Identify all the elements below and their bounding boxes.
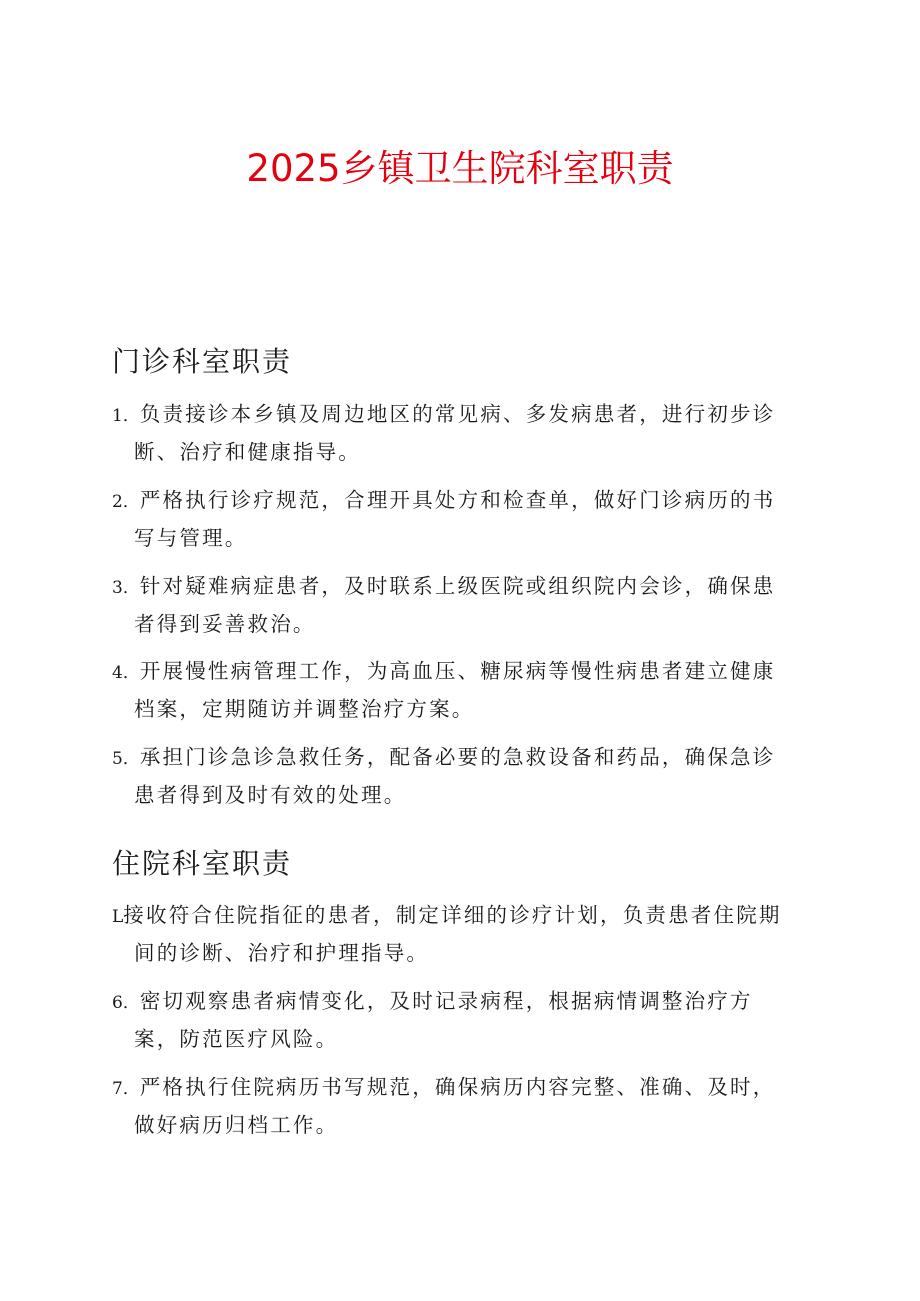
item-number: 7 xyxy=(112,1079,123,1099)
item-number: 6 xyxy=(112,993,123,1013)
item-text-line2: 案，防范医疗风险。 xyxy=(134,1027,339,1051)
section-heading-outpatient: 门诊科室职责 xyxy=(112,345,293,378)
list-item xyxy=(112,568,802,642)
item-text-line1: 负责接诊本乡镇及周边地区的常见病、多发病患者，进行初步诊 xyxy=(139,402,776,426)
list-item xyxy=(112,482,802,556)
item-separator: ． xyxy=(122,1079,140,1099)
item-number: 2 xyxy=(112,492,123,512)
item-text-line1: 严格执行住院病历书写规范，确保病历内容完整、准确、及时， xyxy=(139,1075,776,1099)
item-number: 4 xyxy=(112,663,123,683)
item-separator: ． xyxy=(122,993,140,1013)
item-text-line2: 做好病历归档工作。 xyxy=(134,1113,339,1137)
item-text-line1: 针对疑难病症患者，及时联系上级医院或组织院内会诊，确保患 xyxy=(139,574,776,598)
item-number: 1 xyxy=(112,406,123,426)
list-item xyxy=(112,396,802,470)
list-item xyxy=(112,1069,802,1143)
list-item xyxy=(112,897,802,971)
item-number: 5 xyxy=(112,749,123,769)
list-item xyxy=(112,983,802,1057)
item-text-line2: 写与管理。 xyxy=(134,526,248,550)
item-text-line2: 档案，定期随访并调整治疗方案。 xyxy=(134,697,475,721)
item-separator: ． xyxy=(122,406,140,426)
item-text-line1: 密切观察患者病情变化，及时记录病程，根据病情调整治疗方 xyxy=(139,989,753,1013)
item-separator: ． xyxy=(122,492,140,512)
item-text-line1: 开展慢性病管理工作，为高血压、糖尿病等慢性病患者建立健康 xyxy=(139,659,776,683)
item-text-line1: 承担门诊急诊急救任务，配备必要的急救设备和药品，确保急诊 xyxy=(139,745,776,769)
section-heading-inpatient: 住院科室职责 xyxy=(112,847,293,880)
item-separator: ． xyxy=(122,663,140,683)
list-item xyxy=(112,653,802,727)
document-title: 2025乡镇卫生院科室职责 xyxy=(246,147,674,190)
item-text-line2: 患者得到及时有效的处理。 xyxy=(134,783,407,807)
item-text-line2: 间的诊断、治疗和护理指导。 xyxy=(134,941,430,965)
item-text-line1: 严格执行诊疗规范，合理开具处方和检查单，做好门诊病历的书 xyxy=(139,488,776,512)
item-text-line2: 者得到妥善救治。 xyxy=(134,612,316,636)
item-text-line1: 接收符合住院指征的患者，制定详细的诊疗计划，负责患者住院期 xyxy=(123,903,782,927)
item-separator: ． xyxy=(122,578,140,598)
item-number: 3 xyxy=(112,578,123,598)
item-number: L xyxy=(112,907,124,927)
item-separator: ． xyxy=(122,749,140,769)
list-item xyxy=(112,739,802,813)
item-text-line2: 断、治疗和健康指导。 xyxy=(134,440,361,464)
